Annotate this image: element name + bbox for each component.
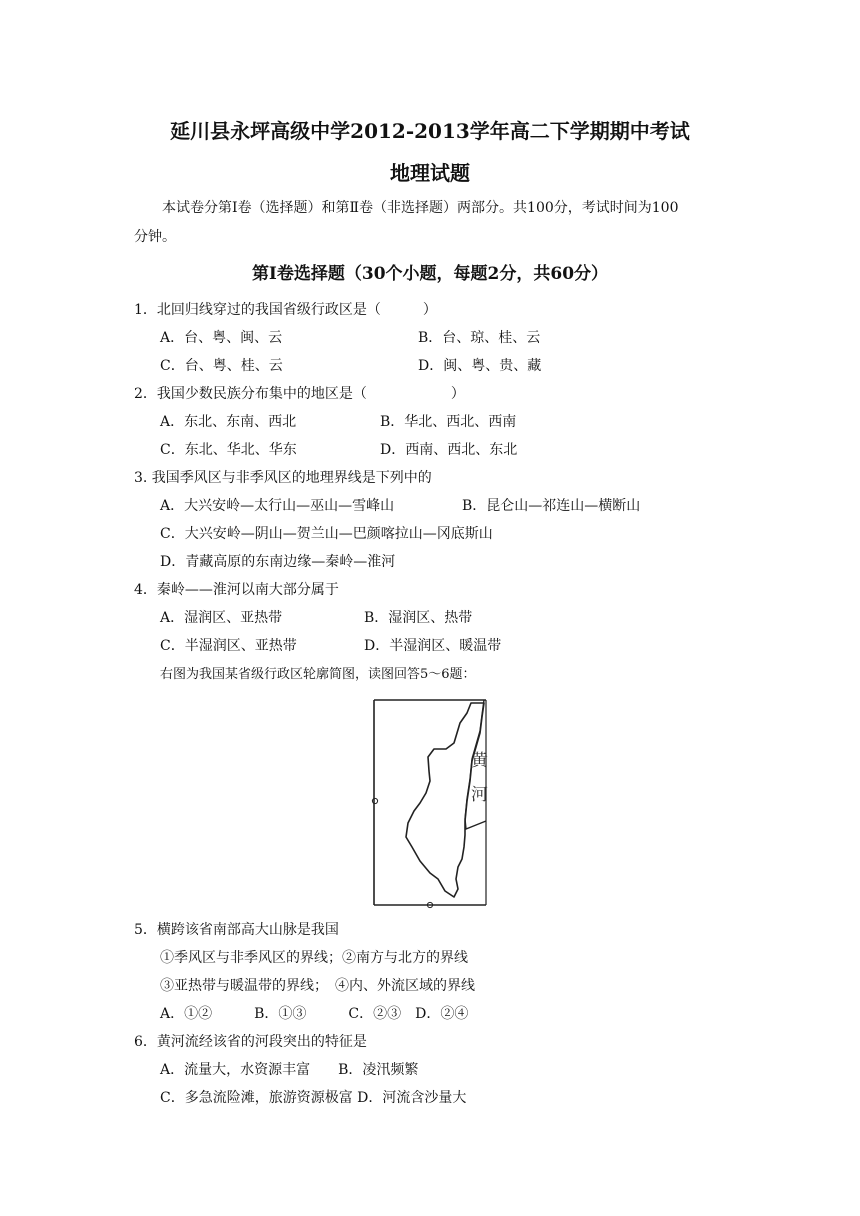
- question-2-option-a: A．东北、东南、西北: [160, 414, 297, 430]
- question-1-option-b: B．台、琼、桂、云: [418, 330, 541, 346]
- question-5-options: A．①② B．①③ C．②③ D．②④: [160, 1006, 469, 1022]
- question-6-stem: 6．黄河流经该省的河段突出的特征是: [134, 1034, 367, 1050]
- province-outline-map: [368, 697, 490, 909]
- question-6-options-cd: C．多急流险滩，旅游资源极富 D．河流含沙量大: [160, 1090, 467, 1106]
- question-1-option-d: D．闽、粤、贵、藏: [418, 358, 542, 374]
- question-2-option-c: C．东北、华北、华东: [160, 442, 297, 458]
- question-1-option-a: A．台、粤、闽、云: [160, 330, 283, 346]
- question-3-option-c: C．大兴安岭—阴山—贺兰山—巴颜喀拉山—冈底斯山: [160, 526, 493, 542]
- question-6-options-ab: A．流量大，水资源丰富 B．凌汛频繁: [160, 1062, 419, 1078]
- intro-line-2: 分钟。: [134, 229, 176, 245]
- map-caption: 右图为我国某省级行政区轮廓简图，读图回答5～6题：: [160, 667, 476, 682]
- question-3-option-d: D．青藏高原的东南边缘—秦岭—淮河: [160, 554, 396, 570]
- exam-title: 延川县永坪高级中学2012-2013学年高二下学期期中考试: [170, 119, 690, 143]
- map-label-yellow: 黄: [471, 751, 488, 771]
- question-4-option-d: D．半湿润区、暖温带: [364, 638, 502, 654]
- question-3-option-b: B．昆仑山—祁连山—横断山: [462, 498, 641, 514]
- question-4-option-b: B．湿润区、热带: [364, 610, 473, 626]
- question-3-option-a: A．大兴安岭—太行山—巫山—雪峰山: [160, 498, 395, 514]
- question-4-option-a: A．湿润区、亚热带: [160, 610, 283, 626]
- question-2-option-d: D．西南、西北、东北: [380, 442, 518, 458]
- question-4-option-c: C．半湿润区、亚热带: [160, 638, 297, 654]
- question-5-stem: 5．横跨该省南部高大山脉是我国: [134, 922, 339, 938]
- intro-line-1: 本试卷分第Ⅰ卷（选择题）和第Ⅱ卷（非选择题）两部分。共100分，考试时间为100: [162, 200, 679, 216]
- question-1-option-c: C．台、粤、桂、云: [160, 358, 283, 374]
- section-heading: 第Ⅰ卷选择题（30个小题，每题2分，共60分）: [251, 264, 609, 284]
- exam-subtitle: 地理试题: [390, 161, 470, 185]
- question-2-option-b: B．华北、西北、西南: [380, 414, 517, 430]
- question-5-statement-2: ③亚热带与暖温带的界线； ④内、外流区域的界线: [160, 978, 475, 994]
- question-3-stem: 3. 我国季风区与非季风区的地理界线是下列中的: [134, 470, 432, 486]
- question-1-stem: 1．北回归线穿过的我国省级行政区是（ ）: [134, 302, 437, 318]
- question-4-stem: 4．秦岭——淮河以南大部分属于: [134, 582, 339, 598]
- map-label-river: 河: [471, 785, 488, 805]
- question-2-stem: 2．我国少数民族分布集中的地区是（ ）: [134, 386, 465, 402]
- question-5-statement-1: ①季风区与非季风区的界线；②南方与北方的界线: [160, 950, 468, 966]
